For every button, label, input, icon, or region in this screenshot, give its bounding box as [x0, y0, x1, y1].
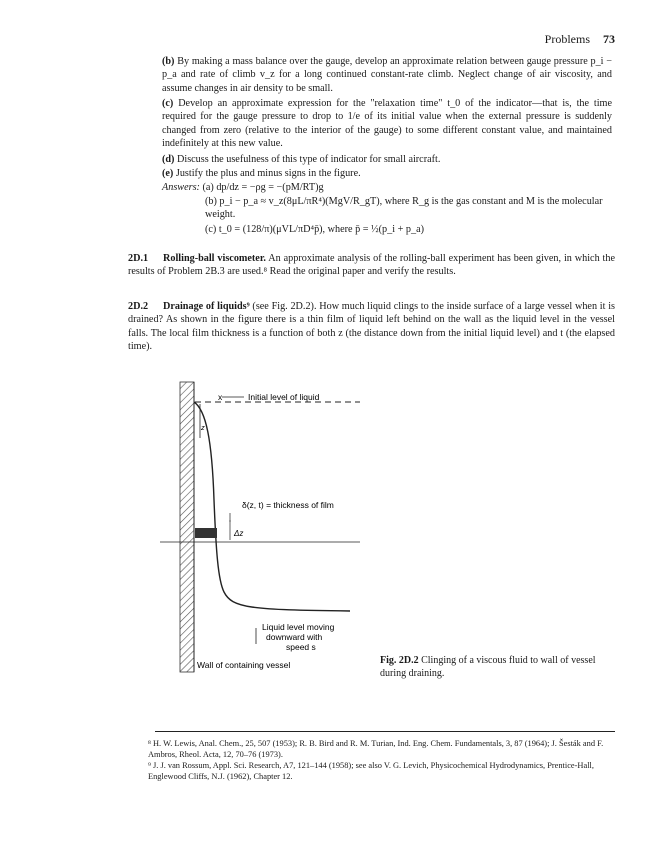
answer-a: (a) dp/dz = −ρg = −(pM/RT)g: [202, 182, 324, 193]
page-header: [545, 32, 615, 47]
problem-text: (see Fig. 2D.2). How much liquid clings to the inside surface of a large vessel when it is drained? As shown in the figure there is a thin film of liquid left behind on the wall as the liquid level in the vessel falls. The local film thickness is a function of both z (the distance down from the initial liquid level) and t (the elapsed time).: [128, 301, 615, 352]
footnote-rule: [155, 731, 615, 732]
item-e-label: (e): [162, 168, 174, 179]
moving-level-label-1: Liquid level moving: [262, 622, 335, 632]
answer-b: (b) p_i − p_a ≈ v_z(8μL/πR⁴)(MgV/R_gT), where R_g is the gas constant and M is the molecular weight.: [205, 196, 603, 221]
caption-label: Fig. 2D.2: [380, 655, 419, 666]
moving-level-label-3: speed s: [286, 642, 316, 652]
answer-c: (c) t_0 = (128/π)(μVL/πD⁴p̄), where p̄ = ½(p_i + p_a): [205, 224, 425, 235]
dz-label: Δz: [234, 529, 244, 538]
footnote-9: ⁹ J. J. van Rossum, Appl. Sci. Research, A7, 121–144 (1958); see also V. G. Levich, Physicochemical Hydrodynamics, Prentice-Hall, Englewood Cliffs, N.J. (1962), Chapter 12.: [148, 761, 594, 781]
drainage-diagram: [160, 380, 380, 680]
answers-a: [162, 181, 612, 194]
answers-label: Answers:: [162, 182, 200, 193]
item-e-text: Justify the plus and minus signs in the figure.: [175, 168, 361, 179]
x-axis-label: x: [218, 392, 223, 402]
problem-title: Rolling-ball viscometer.: [163, 253, 266, 264]
footnote-8: ⁸ H. W. Lewis, Anal. Chem., 25, 507 (1953); R. B. Bird and R. M. Turian, Ind. Eng. Chem. Fundamentals, 3, 87 (1964); J. Šesták and F. Ambros, Rheol. Acta, 12, 70–76 (1973).: [148, 739, 604, 759]
caption-text: Clinging of a viscous fluid to wall of vessel during draining.: [380, 655, 596, 679]
item-d-label: (d): [162, 154, 175, 165]
running-head: Problems: [544, 32, 590, 46]
z-axis-label: z: [201, 423, 205, 432]
item-b-label: (b): [162, 56, 175, 67]
film-element-dz: [195, 528, 217, 538]
figure-2d2: [160, 380, 380, 680]
item-d: [162, 153, 612, 166]
item-e: [162, 167, 612, 180]
problem-number: 2D.1: [128, 253, 149, 264]
page-number: 73: [603, 32, 615, 46]
figure-caption: [380, 655, 620, 680]
item-b-text: By making a mass balance over the gauge, develop an approximate relation between gauge pressure p_i − p_a and rate of climb v_z for a long continued constant-rate climb. Neglect change of air viscosity, and assume changes in air density to be small.: [162, 56, 612, 94]
problem-2d2: [128, 300, 615, 353]
moving-level-label-2: downward with: [266, 632, 323, 642]
problem-title: Drainage of liquids⁹: [163, 301, 250, 312]
item-c-label: (c): [162, 98, 174, 109]
initial-level-label: Initial level of liquid: [248, 392, 320, 402]
item-c: [162, 97, 612, 150]
vessel-wall: [180, 382, 194, 672]
problem-2d1: [128, 252, 615, 279]
problem-text: An approximate analysis of the rolling-ball experiment has been given, in which the results of Problem 2B.3 are used.⁸ Read the original paper and verify the results.: [128, 253, 615, 278]
problem-number: 2D.2: [128, 301, 149, 312]
item-c-text: Develop an approximate expression for the "relaxation time" t_0 of the indicator—that is, the time required for the gauge pressure to drop to 1/e of its initial value when the external pressure is suddenly changed from zero (relative to the interior of the gauge) to some different constant value, and maintained indefinitely at this new value.: [162, 98, 612, 149]
wall-label: Wall of containing vessel: [197, 660, 291, 670]
item-b: [162, 55, 612, 95]
item-d-text: Discuss the usefulness of this type of indicator for small aircraft.: [177, 154, 441, 165]
film-thickness-label: δ(z, t) = thickness of film: [242, 500, 334, 510]
